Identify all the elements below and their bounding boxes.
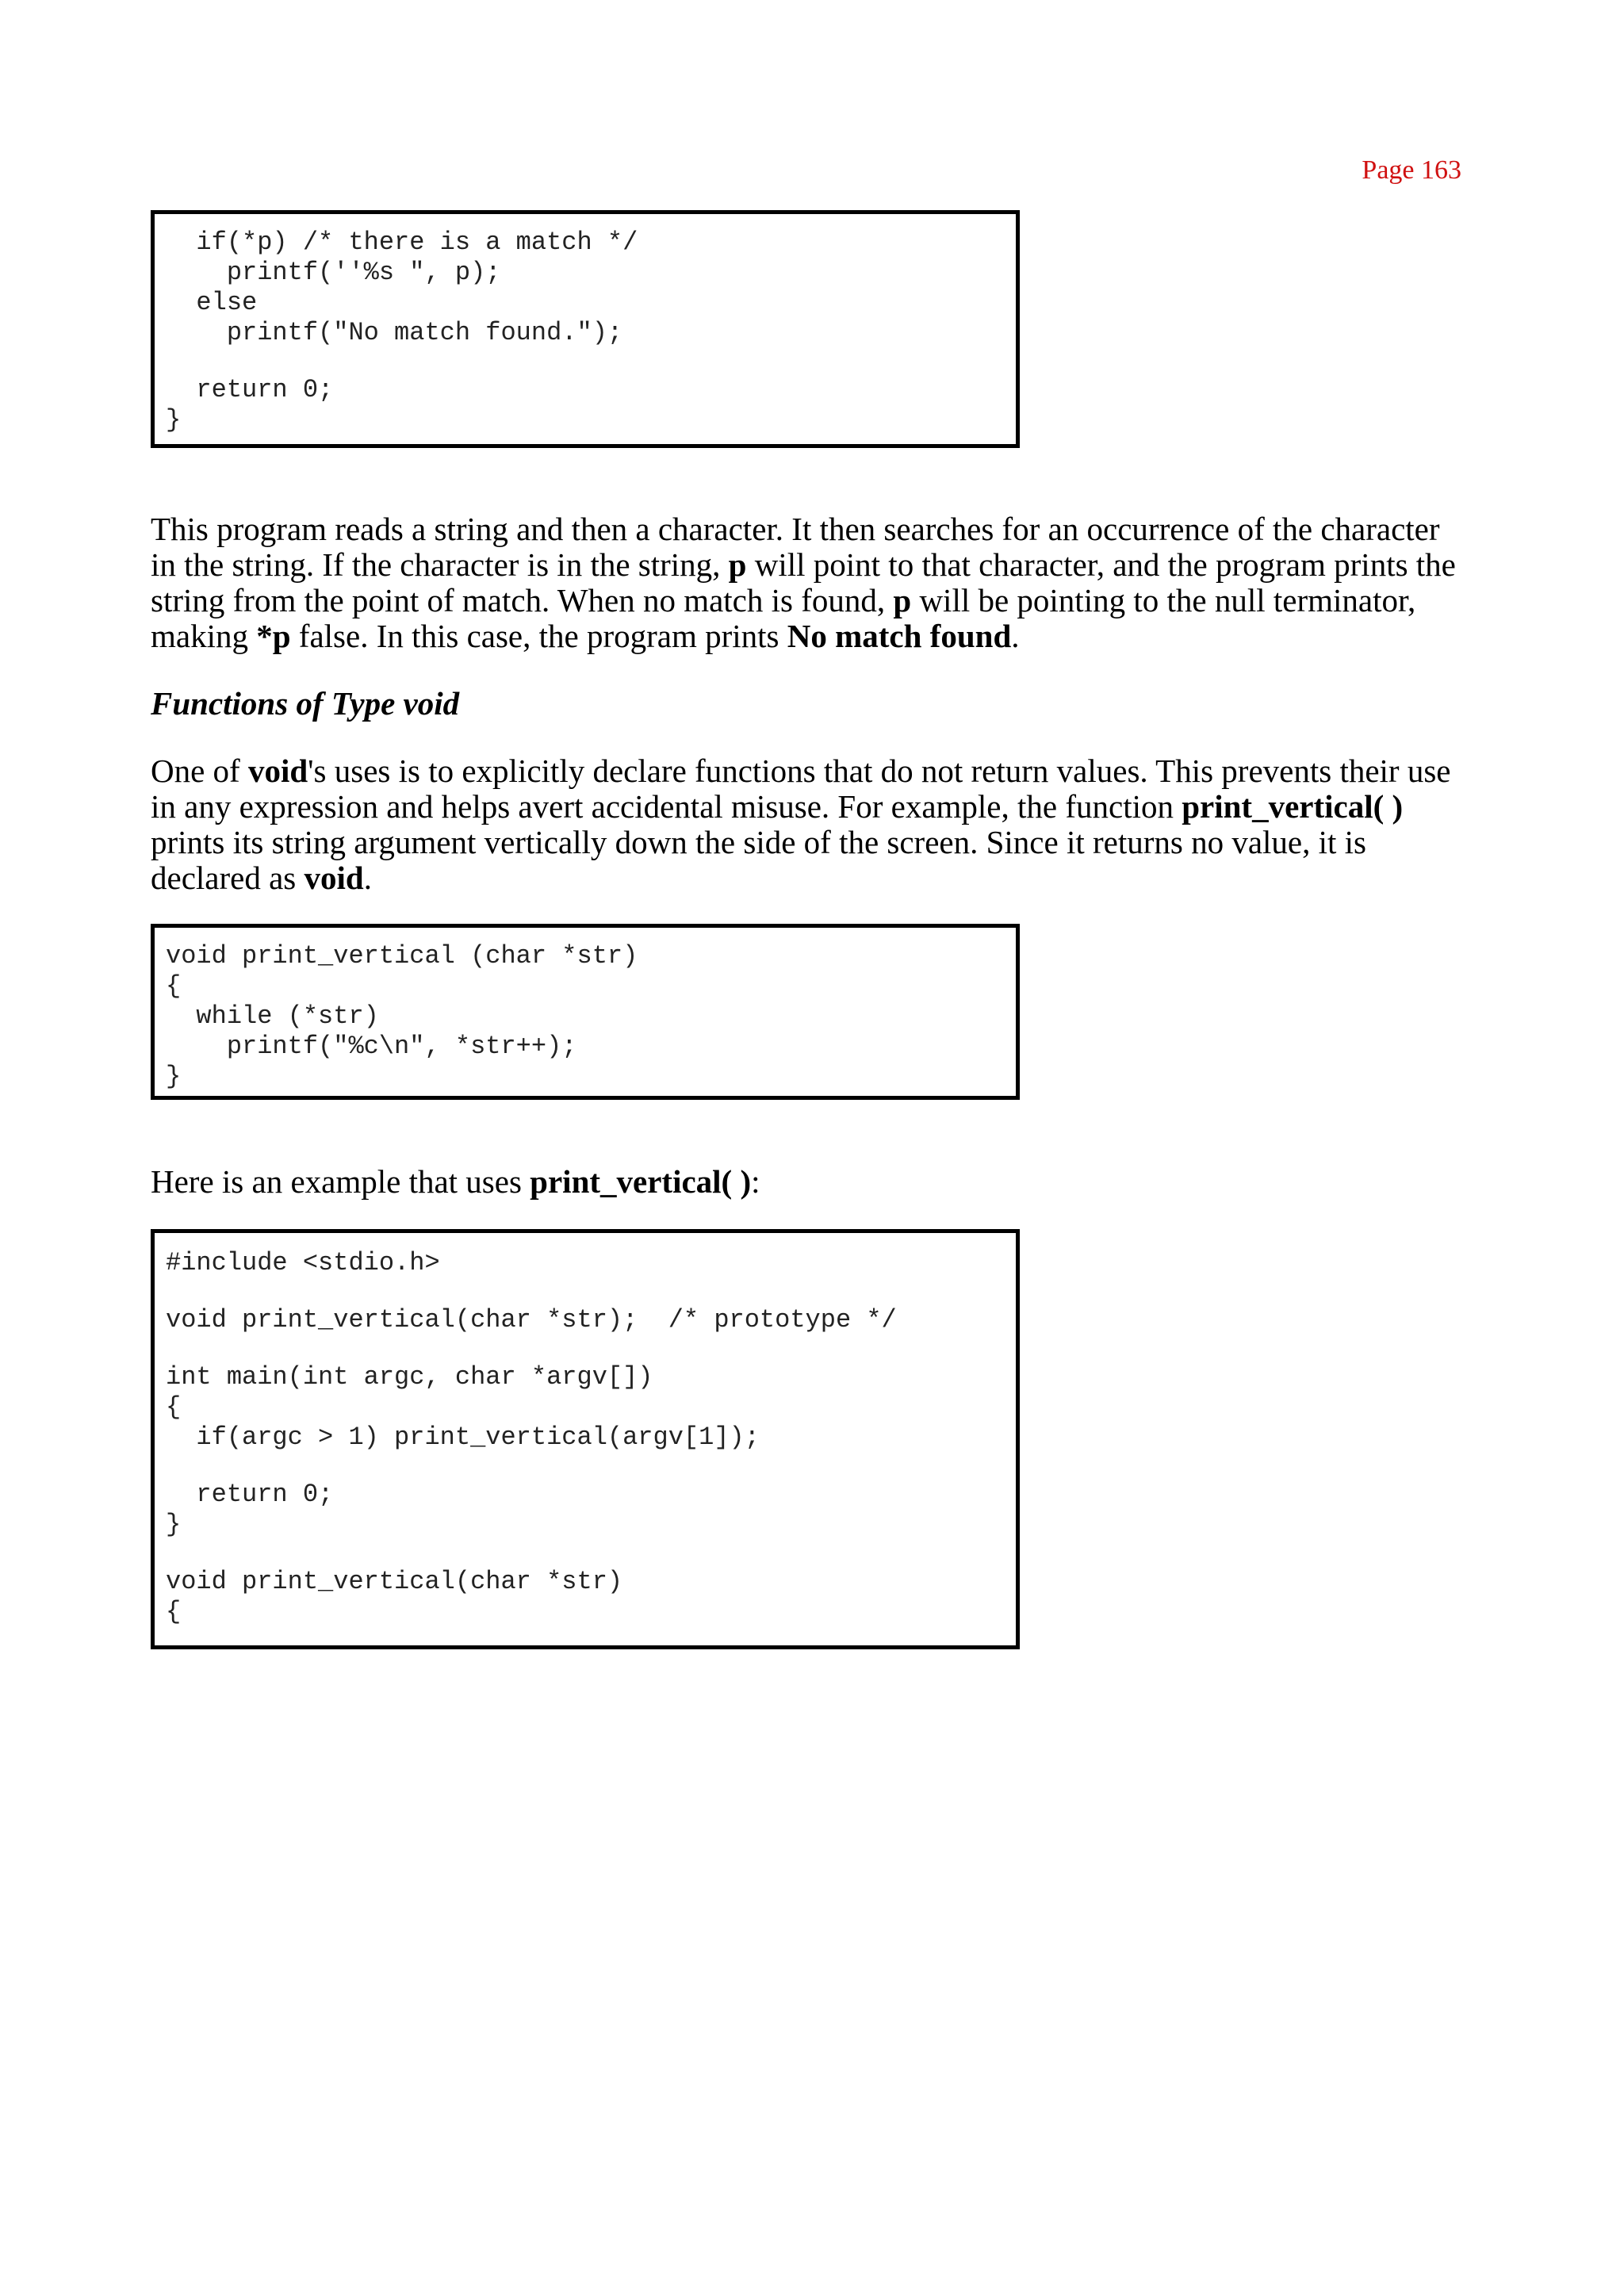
code-line: #include <stdio.h>: [166, 1248, 440, 1277]
text: This program reads a string and then a character. It then searches for an occurrence of the character in the string. If the character is in the string,: [151, 511, 1440, 583]
text: prints its string argument vertically down the side of the screen. Since it returns no value, it is declared as: [151, 824, 1366, 896]
text: will be pointing to the null terminator, making: [151, 582, 1416, 654]
code-line: }: [166, 405, 182, 435]
code-line: {: [166, 1392, 182, 1422]
code-line: printf(''%s ", p);: [166, 258, 501, 287]
code-line-blank: [166, 1335, 1005, 1362]
text: 's uses is to explicitly declare functions that do not return values. This prevents their use in any expression and helps avert accidental misuse. For example, the function: [151, 753, 1451, 825]
bold-term: void: [247, 753, 308, 789]
page-number: Page 163: [1362, 155, 1461, 185]
bold-term: print_vertical( ): [530, 1163, 752, 1200]
code-line: if(*p) /* there is a match */: [166, 228, 638, 257]
code-line: printf("%c\n", *str++);: [166, 1032, 577, 1061]
code-line-blank: [166, 1453, 1005, 1480]
code-line: else: [166, 288, 258, 317]
bold-term: p: [893, 582, 912, 618]
code-line: void print_vertical(char *str); /* prototype */: [166, 1305, 897, 1335]
code-block-2: [151, 924, 1020, 1100]
code-line-blank: [166, 348, 1005, 375]
code-block-3: [151, 1229, 1020, 1649]
code-line: while (*str): [166, 1001, 379, 1031]
code-line: }: [166, 1062, 182, 1091]
section-heading: Functions of Type void: [151, 685, 460, 722]
code-line-blank: [166, 1278, 1005, 1305]
code-line: {: [166, 971, 182, 1001]
bold-term: *p: [256, 618, 291, 654]
text: .: [1011, 618, 1020, 654]
paragraph-program-description: [151, 511, 1467, 654]
text: Here is an example that uses: [151, 1163, 530, 1200]
text: will point to that character, and the program prints the string from the point of match. When no match is found,: [151, 546, 1456, 618]
code-line: }: [166, 1510, 182, 1539]
text: false. In this case, the program prints: [290, 618, 787, 654]
code-line: printf("No match found.");: [166, 318, 623, 347]
text: :: [751, 1163, 760, 1200]
code-line: if(argc > 1) print_vertical(argv[1]);: [166, 1423, 760, 1452]
bold-term: p: [728, 546, 747, 583]
code-line: void print_vertical(char *str): [166, 1567, 623, 1596]
text: One of: [151, 753, 248, 789]
code-line: void print_vertical (char *str): [166, 941, 638, 971]
code-block-1: [151, 210, 1020, 448]
paragraph-void-description: [151, 753, 1467, 896]
code-line: int main(int argc, char *argv[]): [166, 1362, 653, 1392]
text: .: [363, 860, 372, 896]
bold-term: void: [304, 860, 364, 896]
bold-term: No match found: [787, 618, 1012, 654]
paragraph-example-intro: [151, 1164, 1467, 1200]
code-line-blank: [166, 1540, 1005, 1567]
code-line: {: [166, 1597, 182, 1626]
bold-term: print_vertical( ): [1182, 788, 1404, 825]
code-line: return 0;: [166, 375, 334, 404]
code-line: return 0;: [166, 1480, 334, 1509]
